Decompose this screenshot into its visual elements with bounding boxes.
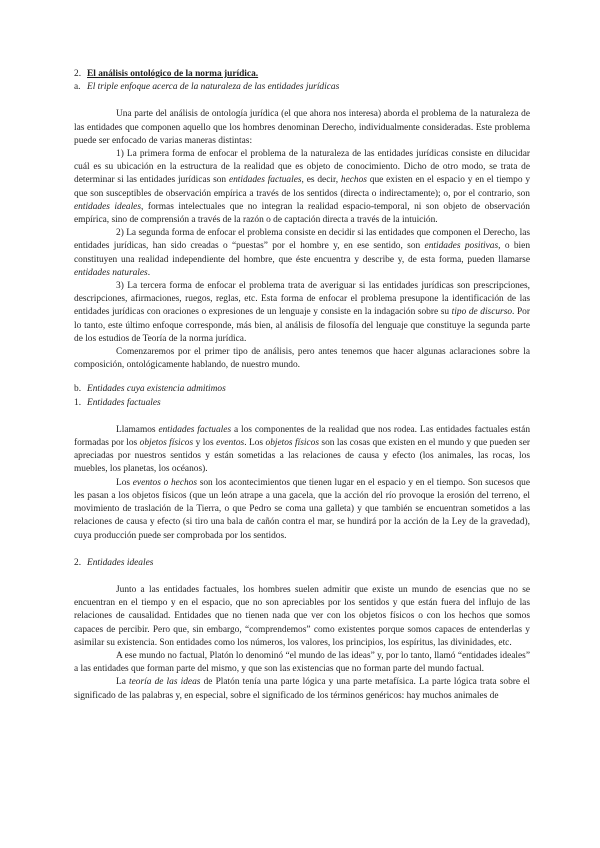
section-number: 2.	[74, 69, 82, 79]
paragraph: 2) La segunda forma de enfocar el problema consiste en decidir si las entidades que componen el Derecho, las entidades jurídicas, han sido creadas o “puestas” por el hombre y, en ese sentido, son entidades positivas, o bien constituyen una realidad independiente del hombre, que éste encuentra y describe y, de esta forma, pueden llamarse entidades naturales.	[74, 228, 531, 278]
spacer	[74, 570, 530, 584]
spacer	[74, 543, 530, 557]
paragraph: Comenzaremos por el primer tipo de análisis, pero antes tenemos que hacer algunas aclaraciones sobre la composición, ontológicamente hablando, de nuestro mundo.	[74, 347, 530, 371]
subsection-title: Entidades factuales	[87, 397, 161, 408]
subsection-number: 2.	[74, 557, 82, 568]
subsection-heading	[74, 383, 530, 396]
subsection-heading	[74, 397, 530, 410]
section-heading	[74, 68, 530, 81]
section-title: El análisis ontológico de la norma jurídica.	[87, 69, 259, 79]
spacer	[74, 372, 530, 383]
paragraph: Los eventos o hechos son los acontecimientos que tienen lugar en el espacio y en el tiempo. Son sucesos que les pasan a los objetos físicos (que un león atrape a una gacela, que la acción del río provoque la erosión del terreno, el movimiento de traslación de la Tierra, o que Pedro se coma una galleta) y que también se encuentran sometidos a las relaciones de causa y efecto (si tiro una bala de cañón contra el mar, se hundirá por la acción de la Ley de la gravedad), cuya producción puede ser comprobada por los sentidos.	[74, 477, 530, 541]
paragraph: 3) La tercera forma de enfocar el problema trata de averiguar si las entidades jurídicas son prescripciones, descripciones, afirmaciones, ruegos, reglas, etc. Esta forma de enfocar el problema presupone la identificación de las entidades jurídicas con oraciones o expresiones de un lenguaje y consiste en la indagación sobre su tipo de discurso. Por lo tanto, este último enfoque corresponde, más bien, al análisis de filosofía del lenguaje que constituye la segunda parte de los estudios de Teoría de la norma jurídica.	[74, 281, 530, 344]
subsection-heading	[74, 81, 530, 94]
paragraph: Llamamos entidades factuales a los componentes de la realidad que nos rodea. Las entidades factuales están formadas por los objetos físicos y los eventos. Los objetos físicos son las cosas que existen en el mundo y que pueden ser apreciadas por nuestros sentidos y están sometidas a las relaciones de causa y efecto (los animales, las rocas, los muebles, los planetas, los océanos).	[74, 424, 531, 475]
spacer	[74, 410, 530, 424]
subsection-number: b.	[74, 384, 82, 395]
paragraph: A ese mundo no factual, Platón lo denominó “el mundo de las ideas” y, por lo tanto, llamó “entidades ideales” a las entidades que forman parte del mismo, y que son las existencias que no forman parte del mundo factual.	[74, 650, 530, 675]
subsection-title: El triple enfoque acerca de la naturaleza de las entidades jurídicas	[87, 82, 340, 93]
paragraph: Una parte del análisis de ontología jurídica (el que ahora nos interesa) aborda el problema de la naturaleza de las entidades que componen aquello que los hombres denominan Derecho, individualmente consideradas. Este problema puede ser enfocado de varias maneras distintas:	[74, 109, 530, 146]
paragraph: 1) La primera forma de enfocar el problema de la naturaleza de las entidades jurídicas consiste en dilucidar cuál es su ubicación en la estructura de la realidad que es objeto de conocimiento. Dicho de otro modo, se trata de determinar si las entidades jurídicas son entidades factuales, es decir, hechos que existen en el espacio y en el tiempo y que son susceptibles de observación empírica a través de los sentidos (directa o indirectamente); o, por el contrario, son entidades ideales, formas intelectuales que no integran la realidad espacio-temporal, ni son objeto de observación empírica, sino de comprensión a través de la razón o de captación directa a través de la intuición.	[74, 149, 531, 226]
spacer	[74, 94, 530, 108]
subsection-title: Entidades ideales	[87, 557, 154, 568]
subsection-title: Entidades cuya existencia admitimos	[87, 384, 226, 395]
paragraph: La teoría de las ideas de Platón tenía una parte lógica y una parte metafísica. La parte lógica trata sobre el significado de las palabras y, en especial, sobre el significado de los términos genéricos: hay muchos animales de	[74, 677, 530, 701]
subsection-number: a.	[74, 82, 81, 93]
subsection-number: 1.	[74, 397, 82, 408]
subsection-heading	[74, 557, 530, 570]
paragraph: Junto a las entidades factuales, los hombres suelen admitir que existe un mundo de esencias que no se encuentran en el tiempo y en el espacio, que no son apreciables por los sentidos y que están fuera del influjo de las relaciones de causalidad. Entidades que no tienen nada que ver con los objetos físicos o con los hechos que somos capaces de percibir. Pero que, sin embargo, “comprendemos” como existentes porque somos capaces de entenderlas y asimilar su existencia. Son entidades como los números, los valores, los principios, los espíritus, las divinidades, etc.	[74, 584, 530, 648]
document-page	[74, 68, 530, 703]
